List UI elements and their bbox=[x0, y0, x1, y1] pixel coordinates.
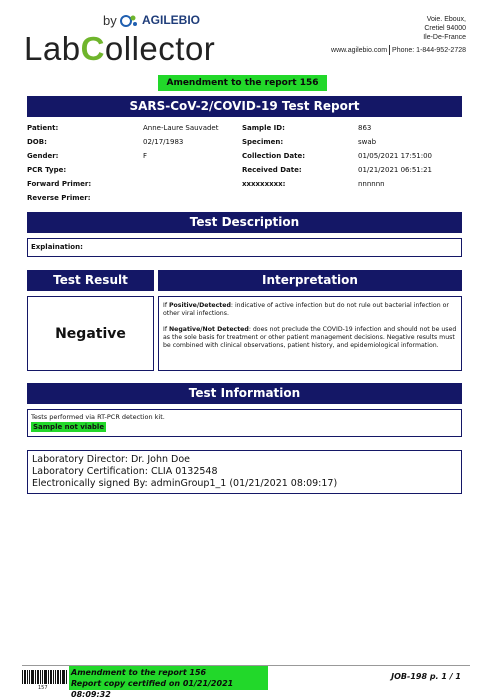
job-page-number: JOB-198 p. 1 / 1 bbox=[391, 672, 461, 681]
received-date: 01/21/2021 06:51:21 bbox=[358, 166, 433, 174]
report-title: SARS-CoV-2/COVID-19 Test Report bbox=[27, 96, 462, 117]
patient-gender: F bbox=[143, 152, 148, 160]
info-label: PCR Type: bbox=[27, 166, 67, 174]
logo-company: AGILEBIO bbox=[142, 13, 201, 27]
barcode-icon bbox=[22, 670, 68, 684]
agilebio-mark-icon bbox=[120, 14, 140, 28]
custom-field-value: nnnnnn bbox=[358, 180, 385, 188]
address-line: Ile-De-France bbox=[423, 34, 466, 41]
test-information-box bbox=[27, 409, 462, 437]
amendment-banner: Amendment to the report 156 bbox=[158, 75, 327, 91]
interpretation-header: Interpretation bbox=[158, 270, 462, 291]
explanation-label: Explaination: bbox=[31, 243, 83, 251]
footer-certified-line: Report copy certified on 01/21/2021 08:09:32 bbox=[71, 679, 234, 698]
electronic-signature: Electronically signed By: adminGroup1_1 (01/21/2021 08:09:17) bbox=[32, 478, 338, 489]
logo-brand-suffix: ollector bbox=[104, 30, 216, 67]
info-label: DOB: bbox=[27, 138, 47, 146]
lab-contact bbox=[331, 45, 466, 55]
logo-by-text: by bbox=[103, 13, 117, 28]
interpretation-box bbox=[158, 296, 462, 371]
patient-name: Anne-Laure Sauvadet bbox=[143, 124, 219, 132]
footer-amendment-line: Amendment to the report 156 bbox=[71, 668, 207, 677]
signature-box bbox=[27, 450, 462, 494]
info-label: Gender: bbox=[27, 152, 59, 160]
info-label: xxxxxxxxx: bbox=[242, 180, 286, 188]
patient-values-left bbox=[143, 121, 218, 205]
collection-date: 01/05/2021 17:51:00 bbox=[358, 152, 433, 160]
test-information-header: Test Information bbox=[27, 383, 462, 404]
info-label: Reverse Primer: bbox=[27, 194, 91, 202]
info-label: Received Date: bbox=[242, 166, 302, 174]
forward-primer bbox=[143, 177, 218, 191]
lab-address bbox=[423, 15, 466, 42]
interpretation-positive: If Positive/Detected: indicative of active infection but do not rule out bacterial infection or other viral infections. bbox=[163, 302, 449, 317]
patient-labels-left bbox=[27, 121, 91, 205]
barcode-number: 157 bbox=[38, 685, 48, 691]
result-value: Negative bbox=[55, 325, 126, 342]
result-box bbox=[27, 296, 154, 371]
info-label: Specimen: bbox=[242, 138, 284, 146]
sample-status-badge: Sample not viable bbox=[33, 423, 105, 431]
test-method-text: Tests performed via RT-PCR detection kit. bbox=[31, 413, 165, 421]
info-label: Sample ID: bbox=[242, 124, 285, 132]
specimen: swab bbox=[358, 138, 377, 146]
info-label: Collection Date: bbox=[242, 152, 306, 160]
logo-brand bbox=[24, 30, 215, 68]
logo-brand-c: C bbox=[80, 30, 105, 67]
footer-amendment bbox=[69, 666, 268, 698]
phone-number: Phone: 1-844-952-2728 bbox=[392, 46, 466, 54]
reverse-primer bbox=[143, 191, 218, 205]
test-result-header: Test Result bbox=[27, 270, 154, 291]
address-line: Cretiel 94000 bbox=[424, 25, 466, 32]
lab-certification: Laboratory Certification: CLIA 0132548 bbox=[32, 466, 218, 477]
address-line: Voie. Eboux, bbox=[426, 16, 466, 23]
labcollector-logo bbox=[24, 10, 224, 67]
website-link[interactable]: www.agilebio.com bbox=[331, 46, 388, 54]
explanation-box bbox=[27, 238, 462, 257]
interpretation-negative: If Negative/Not Detected: does not preclude the COVID-19 infection and should not be used as the sole basis for treatment or other patient management decisions. Negative results must be combined with clinical observations, patient history, and epidemiological information. bbox=[163, 326, 457, 349]
patient-labels-right bbox=[242, 121, 305, 191]
test-description-header: Test Description bbox=[27, 212, 462, 233]
patient-dob: 02/17/1983 bbox=[143, 138, 184, 146]
pcr-type bbox=[143, 163, 218, 177]
lab-director: Laboratory Director: Dr. John Doe bbox=[32, 454, 191, 465]
info-label: Patient: bbox=[27, 124, 59, 132]
info-label: Forward Primer: bbox=[27, 180, 92, 188]
contact-divider bbox=[389, 45, 390, 55]
sample-id: 863 bbox=[358, 124, 372, 132]
logo-brand-prefix: Lab bbox=[24, 30, 81, 67]
patient-values-right bbox=[358, 121, 432, 191]
